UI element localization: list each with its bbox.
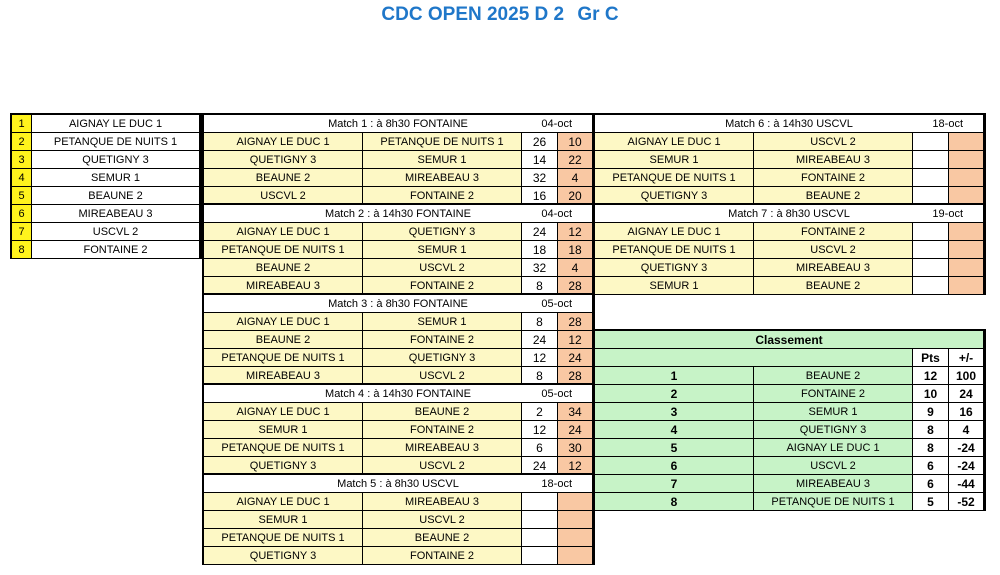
points: 8 xyxy=(913,421,949,439)
team-b: BEAUNE 2 xyxy=(363,529,522,547)
score-b[interactable]: 10 xyxy=(558,133,593,151)
score-a[interactable]: 16 xyxy=(522,187,558,205)
team-number: 3 xyxy=(12,151,32,169)
goal-difference: 4 xyxy=(949,421,984,439)
team-b: FONTAINE 2 xyxy=(754,223,913,241)
match-header xyxy=(204,385,593,403)
diff-header: +/- xyxy=(949,349,984,367)
score-b[interactable]: 12 xyxy=(558,457,593,475)
score-b[interactable]: 34 xyxy=(558,403,593,421)
classement-title: Classement xyxy=(595,331,984,349)
score-a[interactable] xyxy=(522,511,558,529)
score-a[interactable]: 8 xyxy=(522,277,558,295)
team-a: PETANQUE DE NUITS 1 xyxy=(204,241,363,259)
team-b: MIREABEAU 3 xyxy=(754,259,913,277)
match-block-2 xyxy=(202,203,595,295)
score-a[interactable] xyxy=(913,277,949,295)
team-b: FONTAINE 2 xyxy=(363,421,522,439)
goal-difference: 100 xyxy=(949,367,984,385)
points: 6 xyxy=(913,457,949,475)
ranked-team: SEMUR 1 xyxy=(754,403,913,421)
score-b[interactable]: 22 xyxy=(558,151,593,169)
title-group: Gr C xyxy=(577,4,619,25)
team-a: AIGNAY LE DUC 1 xyxy=(595,133,754,151)
team-b: BEAUNE 2 xyxy=(754,187,913,205)
team-a: QUETIGNY 3 xyxy=(204,547,363,565)
team-a: AIGNAY LE DUC 1 xyxy=(204,493,363,511)
goal-difference: -52 xyxy=(949,493,984,511)
team-a: SEMUR 1 xyxy=(595,277,754,295)
team-b: SEMUR 1 xyxy=(363,313,522,331)
team-number: 6 xyxy=(12,205,32,223)
team-number: 5 xyxy=(12,187,32,205)
team-a: SEMUR 1 xyxy=(204,421,363,439)
team-b: FONTAINE 2 xyxy=(363,547,522,565)
team-b: USCVL 2 xyxy=(363,259,522,277)
score-b[interactable]: 20 xyxy=(558,187,593,205)
team-list xyxy=(10,113,202,259)
title-competition: CDC OPEN 2025 D 2 xyxy=(381,4,565,25)
score-b[interactable] xyxy=(558,511,593,529)
match-label: Match 5 : à 8h30 USCVL xyxy=(337,477,459,490)
team-a: PETANQUE DE NUITS 1 xyxy=(204,439,363,457)
score-b[interactable]: 18 xyxy=(558,241,593,259)
score-a[interactable] xyxy=(913,169,949,187)
team-b: MIREABEAU 3 xyxy=(363,493,522,511)
match-header xyxy=(595,115,984,133)
team-a: PETANQUE DE NUITS 1 xyxy=(595,241,754,259)
team-a: BEAUNE 2 xyxy=(204,259,363,277)
score-a[interactable] xyxy=(522,547,558,565)
match-label: Match 2 : à 14h30 FONTAINE xyxy=(325,207,471,220)
score-a[interactable]: 24 xyxy=(522,331,558,349)
match-date: 04-oct xyxy=(541,117,572,130)
team-name: FONTAINE 2 xyxy=(32,241,200,259)
team-a: AIGNAY LE DUC 1 xyxy=(204,313,363,331)
match-block-5 xyxy=(202,473,595,565)
score-a[interactable] xyxy=(913,241,949,259)
rank: 8 xyxy=(595,493,754,511)
ranked-team: FONTAINE 2 xyxy=(754,385,913,403)
match-date: 05-oct xyxy=(541,297,572,310)
team-a: QUETIGNY 3 xyxy=(204,151,363,169)
team-a: PETANQUE DE NUITS 1 xyxy=(204,349,363,367)
team-b: MIREABEAU 3 xyxy=(363,169,522,187)
score-b[interactable]: 12 xyxy=(558,223,593,241)
score-a[interactable]: 32 xyxy=(522,169,558,187)
score-b[interactable] xyxy=(949,241,984,259)
team-a: PETANQUE DE NUITS 1 xyxy=(204,529,363,547)
goal-difference: 16 xyxy=(949,403,984,421)
classement-table xyxy=(593,329,986,511)
team-number: 1 xyxy=(12,115,32,133)
match-header xyxy=(204,115,593,133)
team-b: USCVL 2 xyxy=(754,133,913,151)
score-a[interactable]: 14 xyxy=(522,151,558,169)
ranked-team: BEAUNE 2 xyxy=(754,367,913,385)
score-b[interactable]: 4 xyxy=(558,259,593,277)
team-a: AIGNAY LE DUC 1 xyxy=(204,223,363,241)
team-a: QUETIGNY 3 xyxy=(204,457,363,475)
score-b[interactable] xyxy=(558,529,593,547)
points: 6 xyxy=(913,475,949,493)
team-b: USCVL 2 xyxy=(754,241,913,259)
score-b[interactable]: 30 xyxy=(558,439,593,457)
score-b[interactable] xyxy=(949,151,984,169)
match-label: Match 1 : à 8h30 FONTAINE xyxy=(328,117,468,130)
team-a: QUETIGNY 3 xyxy=(595,187,754,205)
team-name: AIGNAY LE DUC 1 xyxy=(32,115,200,133)
ranked-team: MIREABEAU 3 xyxy=(754,475,913,493)
points: 8 xyxy=(913,439,949,457)
team-a: PETANQUE DE NUITS 1 xyxy=(595,169,754,187)
team-number: 4 xyxy=(12,169,32,187)
match-date: 18-oct xyxy=(541,477,572,490)
team-b: MIREABEAU 3 xyxy=(363,439,522,457)
score-a[interactable] xyxy=(913,151,949,169)
match-label: Match 6 : à 14h30 USCVL xyxy=(725,117,853,130)
team-a: SEMUR 1 xyxy=(595,151,754,169)
rank: 4 xyxy=(595,421,754,439)
match-block-6 xyxy=(593,113,986,205)
team-b: BEAUNE 2 xyxy=(363,403,522,421)
score-a[interactable]: 8 xyxy=(522,367,558,385)
rank: 2 xyxy=(595,385,754,403)
ranked-team: AIGNAY LE DUC 1 xyxy=(754,439,913,457)
score-b[interactable]: 24 xyxy=(558,421,593,439)
team-number: 2 xyxy=(12,133,32,151)
rank: 6 xyxy=(595,457,754,475)
match-header xyxy=(204,295,593,313)
score-b[interactable]: 28 xyxy=(558,367,593,385)
rank: 3 xyxy=(595,403,754,421)
rank: 5 xyxy=(595,439,754,457)
score-b[interactable] xyxy=(558,547,593,565)
score-b[interactable] xyxy=(949,133,984,151)
team-name: USCVL 2 xyxy=(32,223,200,241)
score-b[interactable]: 24 xyxy=(558,349,593,367)
team-b: BEAUNE 2 xyxy=(754,277,913,295)
team-b: QUETIGNY 3 xyxy=(363,349,522,367)
score-a[interactable] xyxy=(522,493,558,511)
match-label: Match 4 : à 14h30 FONTAINE xyxy=(325,387,471,400)
match-date: 18-oct xyxy=(932,117,963,130)
score-b[interactable]: 4 xyxy=(558,169,593,187)
match-label: Match 7 : à 8h30 USCVL xyxy=(728,207,850,220)
team-name: QUETIGNY 3 xyxy=(32,151,200,169)
page-title xyxy=(0,4,1000,26)
team-b: USCVL 2 xyxy=(363,511,522,529)
score-a[interactable]: 2 xyxy=(522,403,558,421)
team-a: MIREABEAU 3 xyxy=(204,277,363,295)
team-name: SEMUR 1 xyxy=(32,169,200,187)
team-b: MIREABEAU 3 xyxy=(754,151,913,169)
pts-header: Pts xyxy=(913,349,949,367)
score-a[interactable]: 12 xyxy=(522,421,558,439)
team-b: FONTAINE 2 xyxy=(363,331,522,349)
match-date: 04-oct xyxy=(541,207,572,220)
score-b[interactable]: 28 xyxy=(558,313,593,331)
team-a: USCVL 2 xyxy=(204,187,363,205)
match-date: 05-oct xyxy=(541,387,572,400)
match-header xyxy=(204,205,593,223)
match-block-1 xyxy=(202,113,595,205)
team-name: BEAUNE 2 xyxy=(32,187,200,205)
score-a[interactable]: 32 xyxy=(522,259,558,277)
team-b: FONTAINE 2 xyxy=(363,277,522,295)
match-header xyxy=(595,205,984,223)
team-b: FONTAINE 2 xyxy=(363,187,522,205)
team-b: SEMUR 1 xyxy=(363,151,522,169)
score-a[interactable]: 24 xyxy=(522,457,558,475)
points: 5 xyxy=(913,493,949,511)
team-a: BEAUNE 2 xyxy=(204,169,363,187)
score-a[interactable]: 18 xyxy=(522,241,558,259)
match-header xyxy=(204,475,593,493)
score-b[interactable] xyxy=(949,169,984,187)
team-a: MIREABEAU 3 xyxy=(204,367,363,385)
team-b: SEMUR 1 xyxy=(363,241,522,259)
score-a[interactable]: 26 xyxy=(522,133,558,151)
ranked-team: PETANQUE DE NUITS 1 xyxy=(754,493,913,511)
match-label: Match 3 : à 8h30 FONTAINE xyxy=(328,297,468,310)
team-a: AIGNAY LE DUC 1 xyxy=(204,133,363,151)
team-name: PETANQUE DE NUITS 1 xyxy=(32,133,200,151)
points: 9 xyxy=(913,403,949,421)
team-b: USCVL 2 xyxy=(363,367,522,385)
score-a[interactable] xyxy=(913,259,949,277)
score-a[interactable]: 6 xyxy=(522,439,558,457)
goal-difference: -44 xyxy=(949,475,984,493)
score-a[interactable]: 12 xyxy=(522,349,558,367)
team-b: FONTAINE 2 xyxy=(754,169,913,187)
score-b[interactable] xyxy=(949,223,984,241)
score-a[interactable] xyxy=(522,529,558,547)
team-a: SEMUR 1 xyxy=(204,511,363,529)
goal-difference: -24 xyxy=(949,439,984,457)
team-number: 7 xyxy=(12,223,32,241)
team-a: QUETIGNY 3 xyxy=(595,259,754,277)
match-block-7 xyxy=(593,203,986,295)
match-block-4 xyxy=(202,383,595,475)
ranked-team: USCVL 2 xyxy=(754,457,913,475)
score-a[interactable] xyxy=(913,133,949,151)
team-b: USCVL 2 xyxy=(363,457,522,475)
team-b: QUETIGNY 3 xyxy=(363,223,522,241)
classement-blank xyxy=(595,349,913,367)
points: 10 xyxy=(913,385,949,403)
score-b[interactable]: 28 xyxy=(558,277,593,295)
ranked-team: QUETIGNY 3 xyxy=(754,421,913,439)
score-a[interactable]: 8 xyxy=(522,313,558,331)
match-block-3 xyxy=(202,293,595,385)
score-b[interactable]: 12 xyxy=(558,331,593,349)
score-a[interactable] xyxy=(913,223,949,241)
score-b[interactable] xyxy=(558,493,593,511)
team-number: 8 xyxy=(12,241,32,259)
match-date: 19-oct xyxy=(932,207,963,220)
points: 12 xyxy=(913,367,949,385)
team-a: AIGNAY LE DUC 1 xyxy=(204,403,363,421)
team-a: AIGNAY LE DUC 1 xyxy=(595,223,754,241)
team-a: BEAUNE 2 xyxy=(204,331,363,349)
goal-difference: -24 xyxy=(949,457,984,475)
score-b[interactable] xyxy=(949,259,984,277)
team-b: PETANQUE DE NUITS 1 xyxy=(363,133,522,151)
score-b[interactable] xyxy=(949,277,984,295)
team-name: MIREABEAU 3 xyxy=(32,205,200,223)
score-a[interactable]: 24 xyxy=(522,223,558,241)
rank: 7 xyxy=(595,475,754,493)
rank: 1 xyxy=(595,367,754,385)
goal-difference: 24 xyxy=(949,385,984,403)
